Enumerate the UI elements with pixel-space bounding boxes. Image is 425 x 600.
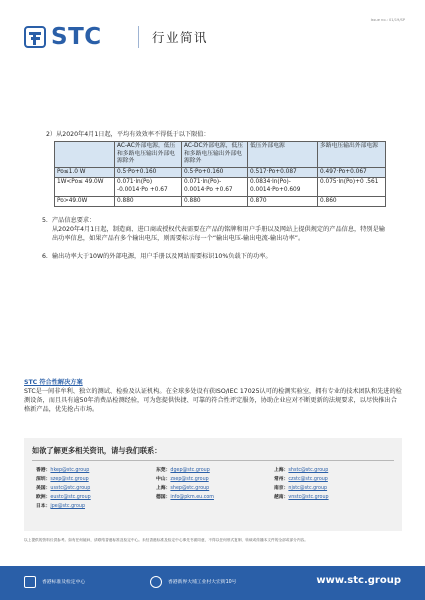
divider — [32, 460, 394, 461]
contact-entry — [156, 466, 214, 475]
location-pin-icon — [150, 576, 162, 588]
contact-city: 常州： — [274, 477, 289, 482]
about-title: STC 符合性解决方案 — [24, 379, 83, 386]
contact-entry — [156, 493, 214, 502]
contact-city: 上海： — [274, 468, 289, 473]
contact-box — [24, 438, 402, 531]
table-cell: 0.497·Po+0.067 — [318, 167, 386, 178]
stc-logo-icon — [24, 26, 46, 48]
table-header: AC-AC外部电源，低压和多路电压输出外部电源除外 — [115, 142, 182, 168]
contact-entry — [156, 475, 214, 484]
efficiency-table — [54, 141, 386, 207]
header-divider — [138, 26, 139, 48]
table-cell: Po>49.0W — [55, 196, 115, 207]
contact-email-link[interactable]: info@pkm.eu.com — [170, 495, 214, 500]
website-link[interactable]: www.stc.group — [316, 575, 401, 586]
table-header: AC-DC外部电源，低压和多路电压输出外部电源除外 — [182, 142, 248, 168]
requirement-intro: 2）从2020年4月1日起，平均有效效率不得低于以下限值： — [46, 131, 210, 138]
contact-city: 越南： — [274, 495, 289, 500]
contact-city: 德国： — [156, 495, 171, 500]
table-header-row — [55, 142, 386, 168]
issue-number: Issue no.: 01/19/SP — [370, 18, 405, 22]
table-cell: Po≤1.0 W — [55, 167, 115, 178]
contact-city: 南京： — [274, 486, 289, 491]
requirements-section — [42, 130, 390, 261]
table-header: 低压外部电源 — [248, 142, 318, 168]
contact-entry — [274, 475, 329, 484]
contact-entry — [274, 484, 329, 493]
contact-city: 欧洲： — [36, 495, 51, 500]
contact-email-link[interactable]: szep@stc.group — [50, 477, 89, 482]
item-title: 产品信息要求： — [52, 217, 96, 225]
contact-city: 中山： — [156, 477, 171, 482]
table-cell: 0.870 — [248, 196, 318, 207]
contact-city: 东莞： — [156, 468, 171, 473]
item-text: 输出功率大于10W的外部电源，用户手册以及网站需要标识10%负载下的功率。 — [52, 253, 272, 261]
contact-email-link[interactable]: njstc@stc.group — [288, 486, 328, 491]
disclaimer: 以上提供的资料仅供参考。如有任何疑问，请联络香港标准及检定中心。未经香港标准及检定中心事先书面同意，不得以任何形式复制、转载或传播本文件的全部或部分内容。 — [24, 538, 308, 542]
about-section — [24, 378, 402, 414]
contact-email-link[interactable]: hkep@stc.group — [50, 468, 90, 473]
contact-email-link[interactable]: shstc@stc.group — [288, 468, 329, 473]
contact-email-link[interactable]: jpe@stc.group — [50, 504, 86, 509]
contact-city: 上海： — [156, 486, 171, 491]
contact-entry — [36, 502, 91, 511]
contact-column — [274, 466, 329, 502]
table-cell: 0.071·ln(Po)- 0.0014·Po +0.67 — [182, 178, 248, 196]
table-header: 多路电压输出外部电源 — [318, 142, 386, 168]
table-cell: 0.860 — [318, 196, 386, 207]
brand-name: STC — [51, 24, 102, 50]
item-5 — [42, 216, 390, 243]
contact-city: 美国： — [36, 486, 51, 491]
contact-entry — [36, 493, 91, 502]
contact-entry — [274, 466, 329, 475]
contact-title: 如欲了解更多相关资讯，请与我们联系： — [32, 446, 162, 455]
stc-logo-icon — [24, 576, 36, 588]
contact-entry — [36, 475, 91, 484]
footer-org: 香港标准及检定中心 — [42, 580, 86, 585]
contact-entry — [274, 493, 329, 502]
table-cell: 1W<Po≤ 49.0W — [55, 178, 115, 196]
contact-email-link[interactable]: usstc@stc.group — [50, 486, 91, 491]
table-cell: 0.075·ln(Po)+0 .561 — [318, 178, 386, 196]
contact-entry — [36, 484, 91, 493]
contact-entry — [156, 484, 214, 493]
item-number: 6. — [42, 253, 48, 261]
table-cell: 0.5·Po+0.160 — [182, 167, 248, 178]
contact-column — [156, 466, 214, 502]
table-cell: 0.517·Po+0.087 — [248, 167, 318, 178]
contact-email-link[interactable]: czstc@stc.group — [288, 477, 328, 482]
contact-email-link[interactable]: dgep@stc.group — [170, 468, 210, 473]
item-number: 5. — [42, 217, 48, 225]
table-row — [55, 196, 386, 207]
contact-email-link[interactable]: shep@stc.group — [170, 486, 210, 491]
contact-city: 香港： — [36, 468, 51, 473]
contact-email-link[interactable]: zsep@stc.group — [170, 477, 209, 482]
footer — [0, 566, 425, 600]
contact-city: 深圳： — [36, 477, 51, 482]
table-cell: 0.880 — [115, 196, 182, 207]
footer-address: 香港新界大埔工业村大宏街10号 — [168, 580, 237, 585]
item-text: 从2020年4月1日起，制造商、进口商或授权代表需要在产品的铭牌和用户手册以及网站上提供规定的产品信息，特别是输出功率信息，如果产品有多个输出电压，则需要标示每一个“输出电压-输出电流-输出功率”。 — [52, 226, 385, 243]
table-cell: 0.0834·ln(Po)- 0.0014·Po+0.609 — [248, 178, 318, 196]
item-6 — [42, 252, 390, 261]
contact-column — [36, 466, 91, 511]
contact-entry — [36, 466, 91, 475]
contact-email-link[interactable]: eustc@stc.group — [50, 495, 91, 500]
about-text: STC是一间非牟利、独立的测试、检验及认证机构。在全球多处设有获ISO/IEC 17025认可的检测实验室，拥有专业的技术团队和先进的检测设备，而且具有逾50年消费品检测经验，可为您提供快捷、可靠的符合性评定服务，协助企业应对不断更新的法规要求，以尽快推出合格新产品，优先抢占市场。 — [24, 388, 402, 413]
table-row — [55, 178, 386, 196]
table-header — [55, 142, 115, 168]
table-row — [55, 167, 386, 178]
table-cell: 0.071·ln(Po) -0.0014·Po +0.67 — [115, 178, 182, 196]
table-cell: 0.880 — [182, 196, 248, 207]
brand — [24, 24, 102, 50]
contact-email-link[interactable]: vnstc@stc.group — [288, 495, 329, 500]
contact-city: 日本： — [36, 504, 51, 509]
newsletter-title: 行业简讯 — [152, 30, 209, 45]
table-cell: 0.5·Po+0.160 — [115, 167, 182, 178]
